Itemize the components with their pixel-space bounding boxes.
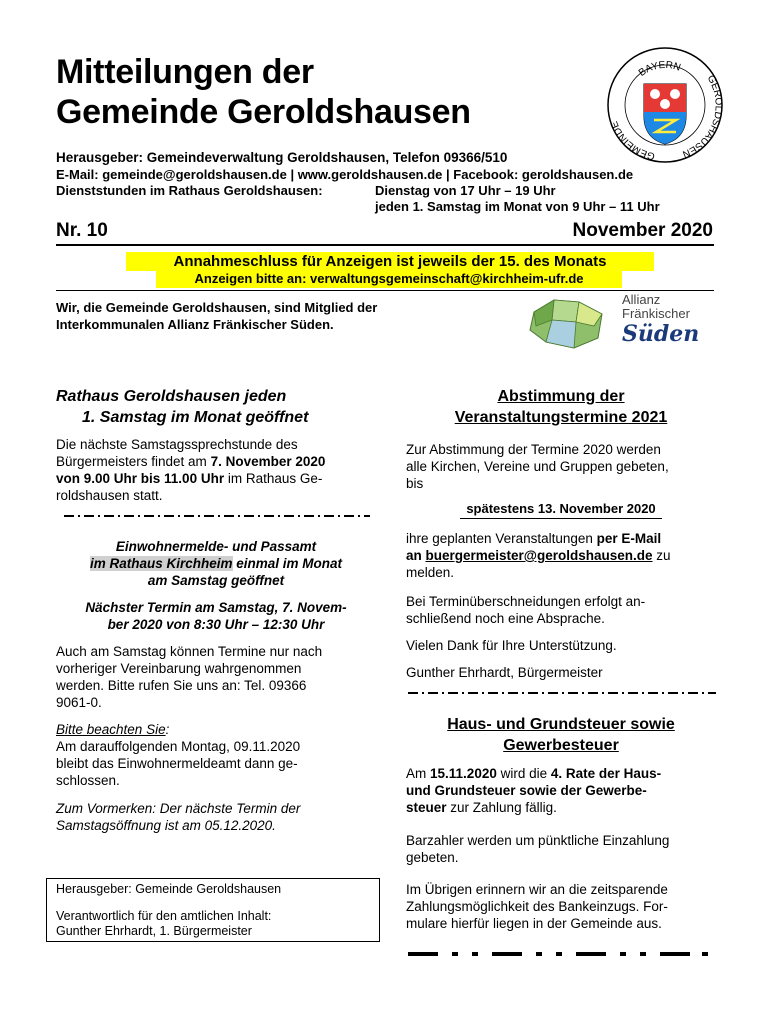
issue-number: Nr. 10 (56, 220, 108, 241)
ad-email-banner: Anzeigen bitte an: verwaltungsgemeinschaft@kirchheim-ufr.de (156, 270, 622, 288)
abstimmung-heading: Abstimmung der Veranstaltungstermine 2021 (454, 388, 668, 426)
mayor-email-link[interactable]: buergermeister@geroldshausen.de (425, 548, 653, 563)
publisher-line: Herausgeber: Gemeindeverwaltung Geroldshausen, Telefon 09366/510 (56, 150, 508, 165)
title-line-1: Mitteilungen der (56, 53, 314, 91)
office-hours-1: Dienstag von 17 Uhr – 19 Uhr (375, 183, 556, 198)
direct-debit-paragraph: Im Übrigen erinnern wir an die zeitsparende Zahlungsmöglichkeit des Bankeinzugs. For- mulare hierfür liegen in der Gemeinde aus. (406, 882, 668, 931)
allianz-map-icon (524, 292, 614, 352)
contact-line: E-Mail: gemeinde@geroldshausen.de | www.geroldshausen.de | Facebook: geroldshausen.de (56, 167, 634, 182)
overlap-paragraph: Bei Terminüberschneidungen erfolgt an- schließend noch eine Absprache. (406, 594, 646, 626)
office-hours-2: jeden 1. Samstag im Monat von 9 Uhr – 11 Uhr (375, 199, 660, 214)
thanks-line: Vielen Dank für Ihre Unterstützung. (406, 638, 617, 653)
page-title (56, 52, 471, 132)
appointment-paragraph: Auch am Samstag können Termine nur nach vorheriger Vereinbarung wahrgenommen werden. Bitte rufen Sie uns an: Tel. 09366 9061-0. (56, 644, 323, 710)
deadline-banner: Annahmeschluss für Anzeigen ist jeweils der 15. des Monats (126, 252, 654, 271)
next-appointment: Nächster Termin am Samstag, 7. Novem- ber 2020 von 8:30 Uhr – 12:30 Uhr (85, 600, 347, 632)
allianz-logo-text: Allianz Fränkischer Süden (622, 292, 700, 347)
svg-text:GEMEINDE: GEMEINDE (609, 119, 657, 162)
tax-heading: Haus- und Grundsteuer sowie Gewerbesteuer (447, 716, 675, 754)
end-divider (408, 950, 710, 958)
imprint-box: Herausgeber: Gemeinde Geroldshausen Verantwortlich für den amtlichen Inhalt: Gunther Ehrhardt, 1. Bürgermeister (46, 878, 380, 942)
signature-line: Gunther Ehrhardt, Bürgermeister (406, 665, 603, 680)
rathaus-paragraph: Die nächste Samstagssprechstunde des Bürgermeisters findet am 7. November 2020 von 9.00 Uhr bis 11.00 Uhr im Rathaus Ge- roldshausen statt. (56, 437, 326, 503)
deadline-date: spätestens 13. November 2020 (406, 501, 716, 516)
notice-paragraph: Bitte beachten Sie: Am darauffolgenden Montag, 09.11.2020 bleibt das Einwohnermeldeamt dann ge- schlossen. (56, 722, 301, 788)
issue-month: November 2020 (572, 220, 713, 241)
svg-text:GEROLDSHAUSEN: GEROLDSHAUSEN (680, 73, 724, 160)
reminder-paragraph: Zum Vormerken: Der nächste Termin der Samstagsöffnung ist am 05.12.2020. (56, 801, 301, 833)
einwohnermelde-heading: Einwohnermelde- und Passamt im Rathaus Kirchheim einmal im Monat am Samstag geöffnet (89, 539, 343, 588)
rathaus-heading: Rathaus Geroldshausen jeden 1. Samstag im Monat geöffnet (56, 388, 309, 426)
divider (56, 290, 714, 291)
dashed-divider (64, 515, 370, 517)
allianz-text: Wir, die Gemeinde Geroldshausen, sind Mitglied der Interkommunalen Allianz Fränkischer Süden. (56, 300, 378, 332)
tax-paragraph: Am 15.11.2020 wird die 4. Rate der Haus- und Grundsteuer sowie der Gewerbe- steuer zur Zahlung fällig. (406, 766, 662, 815)
municipal-seal-icon (606, 46, 724, 164)
title-line-2: Gemeinde Geroldshausen (56, 93, 471, 131)
email-paragraph: ihre geplanten Veranstaltungen per E-Mail an buergermeister@geroldshausen.de zu melden. (406, 531, 671, 580)
abstimmung-paragraph: Zur Abstimmung der Termine 2020 werden alle Kirchen, Vereine und Gruppen gebeten, bis (406, 442, 669, 491)
divider (56, 244, 714, 246)
office-hours-label: Dienststunden im Rathaus Geroldshausen: (56, 183, 323, 198)
dashed-divider (408, 692, 716, 694)
cash-payers-paragraph: Barzahler werden um pünktliche Einzahlung gebeten. (406, 833, 670, 865)
svg-text:BAYERN: BAYERN (636, 59, 682, 79)
